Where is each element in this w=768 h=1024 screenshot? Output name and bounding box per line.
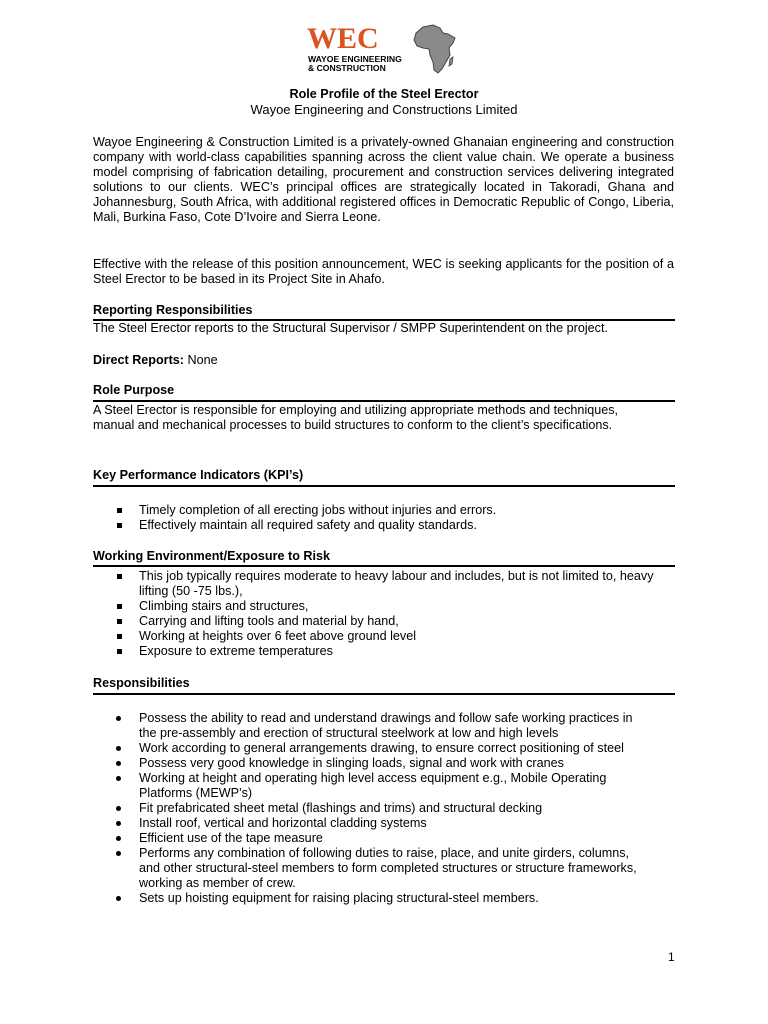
- direct-reports-label: Direct Reports:: [93, 353, 184, 367]
- list-item: Work according to general arrangements drawing, to ensure correct positioning of steel: [93, 741, 641, 756]
- round-bullet-icon: [116, 716, 121, 721]
- intro-paragraph-2: Effective with the release of this position announcement, WEC is seeking applicants for the position of a Steel Erector to be based in its Project Site in Ahafo.: [93, 257, 674, 286]
- kpi-list: [93, 503, 653, 533]
- square-bullet-icon: [117, 649, 122, 654]
- list-item: Working at height and operating high level access equipment e.g., Mobile Operating Platforms (MEWP’s): [93, 771, 641, 801]
- role-purpose-text: A Steel Erector is responsible for employing and utilizing appropriate methods and techniques, manual and mechanical processes to build structures to conform to the client’s specifications.: [93, 403, 619, 432]
- kpi-heading: Key Performance Indicators (KPI’s): [93, 468, 304, 482]
- round-bullet-icon: [116, 896, 121, 901]
- list-item: Climbing stairs and structures,: [93, 599, 673, 614]
- document-subtitle: Wayoe Engineering and Constructions Limited: [250, 102, 518, 117]
- environment-heading: Working Environment/Exposure to Risk: [93, 549, 330, 563]
- list-item: Fit prefabricated sheet metal (flashings and trims) and structural decking: [93, 801, 641, 816]
- round-bullet-icon: [116, 851, 121, 856]
- page-number: 1: [668, 950, 675, 964]
- direct-reports-value: None: [183, 353, 218, 367]
- square-bullet-icon: [117, 508, 122, 513]
- round-bullet-icon: [116, 746, 121, 751]
- round-bullet-icon: [116, 836, 121, 841]
- list-item: Possess the ability to read and understand drawings and follow safe working practices in the pre-assembly and erection of structural steelwork at low and high levels: [93, 711, 641, 741]
- logo-line-1: WAYOE ENGINEERING: [308, 54, 402, 64]
- list-item: Timely completion of all erecting jobs without injuries and errors.: [93, 503, 653, 518]
- list-item: Performs any combination of following duties to raise, place, and unite girders, columns, and other structural-steel members to form completed structures or structure frameworks, working as member of crew.: [93, 846, 641, 891]
- list-item: This job typically requires moderate to heavy labour and includes, but is not limited to, heavy lifting (50 -75 lbs.),: [93, 569, 673, 599]
- square-bullet-icon: [117, 574, 122, 579]
- square-bullet-icon: [117, 604, 122, 609]
- intro-paragraph-1: Wayoe Engineering & Construction Limited is a privately-owned Ghanaian engineering and construction company with world-class capabilities spanning across the client value chain. We operate a business model comprising of fabrication detailing, procurement and construction services delivering integrated solutions to our clients. WEC’s principal offices are strategically located in Takoradi, Ghana and Johannesburg, South Africa, with additional registered offices in Democratic Republic of Congo, Liberia, Mali, Burkina Faso, Cote D’Ivoire and Sierra Leone.: [93, 135, 674, 224]
- square-bullet-icon: [117, 634, 122, 639]
- reporting-text: The Steel Erector reports to the Structural Supervisor / SMPP Superintendent on the project.: [93, 321, 608, 335]
- logo-line-2: & CONSTRUCTION: [308, 63, 386, 73]
- responsibilities-heading: Responsibilities: [93, 676, 190, 690]
- responsibilities-rule: [93, 693, 675, 695]
- round-bullet-icon: [116, 821, 121, 826]
- list-item: Carrying and lifting tools and material by hand,: [93, 614, 673, 629]
- africa-map-icon: [413, 24, 457, 74]
- list-item: Exposure to extreme temperatures: [93, 644, 673, 659]
- role-purpose-heading: Role Purpose: [93, 383, 175, 397]
- kpi-rule: [93, 485, 675, 487]
- environment-rule: [93, 565, 675, 567]
- role-purpose-rule: [93, 400, 675, 402]
- round-bullet-icon: [116, 761, 121, 766]
- reporting-heading: Reporting Responsibilities: [93, 303, 253, 317]
- direct-reports: [93, 353, 678, 368]
- environment-list: [93, 569, 673, 659]
- round-bullet-icon: [116, 776, 121, 781]
- square-bullet-icon: [117, 619, 122, 624]
- list-item: Install roof, vertical and horizontal cladding systems: [93, 816, 641, 831]
- square-bullet-icon: [117, 523, 122, 528]
- responsibilities-list: [93, 711, 641, 906]
- logo-wordmark: WEC: [307, 22, 379, 55]
- list-item: Effectively maintain all required safety and quality standards.: [93, 518, 653, 533]
- list-item: Working at heights over 6 feet above ground level: [93, 629, 673, 644]
- round-bullet-icon: [116, 806, 121, 811]
- list-item: Possess very good knowledge in slinging loads, signal and work with cranes: [93, 756, 641, 771]
- document-title: Role Profile of the Steel Erector: [289, 87, 479, 101]
- list-item: Sets up hoisting equipment for raising placing structural-steel members.: [93, 891, 641, 906]
- list-item: Efficient use of the tape measure: [93, 831, 641, 846]
- company-logo: [305, 24, 455, 74]
